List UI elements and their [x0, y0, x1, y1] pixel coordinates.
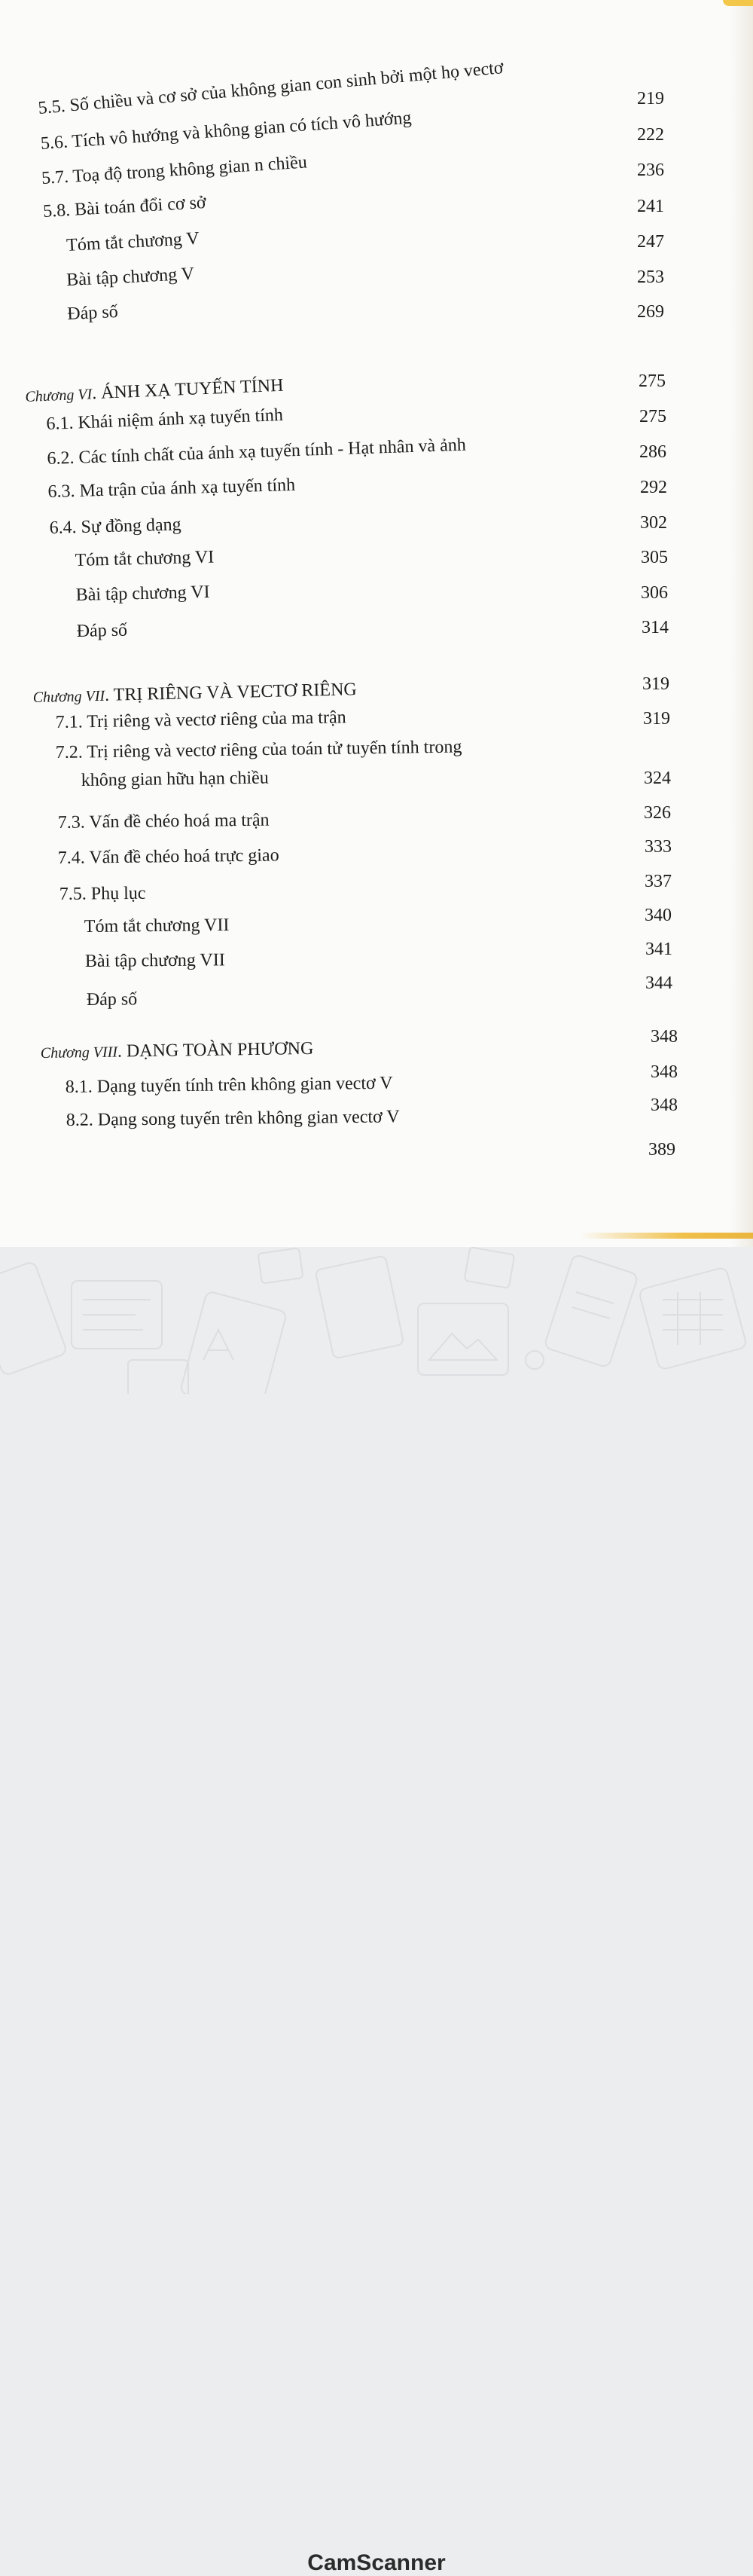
toc-entry	[46, 405, 283, 435]
decorative-pattern	[0, 1247, 753, 1394]
toc-entry	[66, 1074, 393, 1098]
toc-page-number: 286	[639, 442, 666, 462]
toc-entry	[49, 515, 181, 539]
toc-entry-label: 5.6. Tích vô hướng và không gian có tích vô hướng	[40, 108, 413, 154]
scanner-footer	[0, 1247, 753, 2575]
toc-page-number: 348	[651, 1027, 678, 1047]
toc-page-number: 222	[637, 125, 664, 145]
toc-entry	[47, 475, 295, 503]
toc-chapter-number: Chương VII	[32, 687, 105, 707]
toc-page-number: 326	[644, 803, 671, 823]
toc-entry-label: . TRỊ RIÊNG VÀ VECTƠ RIÊNG	[104, 680, 358, 705]
toc-page-number: 236	[637, 160, 664, 180]
toc-entry	[47, 435, 466, 469]
toc-entry-label: Đáp số	[66, 301, 119, 325]
toc-chapter-heading	[41, 1039, 314, 1063]
toc-entry-label: 7.5. Phụ lục	[59, 883, 146, 904]
toc-entry	[56, 707, 346, 733]
toc-entry	[58, 811, 270, 833]
toc-entry-label: 6.2. Các tính chất của ánh xạ tuyến tính - Hạt nhân và ảnh	[47, 435, 467, 469]
toc-page-number: 253	[637, 267, 664, 287]
toc-page-number: 344	[645, 973, 672, 993]
toc-page-number: 314	[642, 618, 669, 637]
toc-page-number: 275	[639, 371, 666, 391]
toc-page-number: 247	[637, 232, 664, 252]
toc-entry-label: 6.1. Khái niệm ánh xạ tuyến tính	[45, 405, 284, 435]
toc-entry	[66, 264, 195, 291]
toc-page-number: 241	[637, 197, 664, 216]
toc-entry-label: không gian hữu hạn chiều	[81, 768, 269, 791]
toc-chapter-number: Chương VIII	[40, 1044, 118, 1062]
toc-entry-label: 5.5. Số chiều và cơ sở của không gian con sinh bởi một họ vectơ	[37, 58, 505, 119]
toc-page-number: 269	[637, 302, 664, 322]
document-page	[0, 0, 753, 1247]
toc-entry-label: . ÁNH XẠ TUYẾN TÍNH	[91, 375, 284, 404]
toc-entry-label: 6.3. Ma trận của ánh xạ tuyến tính	[47, 475, 296, 503]
toc-entry	[40, 108, 412, 154]
toc-page-number: 319	[643, 709, 670, 729]
toc-entry-label: Tóm tắt chương VI	[75, 547, 215, 571]
toc-entry-label: Bài tập chương VII	[84, 950, 225, 971]
toc-entry-label: 7.2. Trị riêng và vectơ riêng của toán tử tuyến tính trong	[55, 737, 462, 763]
toc-entry-label: Tóm tắt chương V	[66, 228, 200, 256]
toc-entry	[59, 884, 146, 905]
toc-entry-label: Bài tập chương VI	[75, 582, 210, 606]
toc-entry-label: 5.7. Toạ độ trong không gian n chiều	[41, 152, 308, 189]
toc-page-number: 324	[644, 769, 671, 788]
toc-page-number: 302	[640, 513, 667, 533]
toc-page-number: 340	[645, 906, 672, 925]
book-cover-edge-bottom	[580, 1233, 753, 1239]
toc-entry-label: 7.3. Vấn đề chéo hoá ma trận	[57, 810, 270, 833]
toc-entry-label: 7.1. Trị riêng và vectơ riêng của ma trận	[55, 707, 346, 733]
toc-page-number: 319	[642, 674, 669, 694]
toc-entry	[56, 737, 462, 763]
toc-entry	[66, 229, 200, 256]
toc-chapter-heading	[25, 376, 284, 407]
toc-page-number: 348	[651, 1095, 678, 1115]
toc-entry-label: . DẠNG TOÀN PHƯƠNG	[117, 1038, 314, 1062]
toc-entry-label: Đáp số	[76, 620, 128, 642]
toc-entry-label: Bài tập chương V	[66, 264, 195, 291]
toc-entry	[42, 193, 206, 222]
toc-page-number: 306	[641, 583, 668, 603]
toc-entry	[87, 989, 138, 1010]
toc-entry	[84, 915, 230, 937]
toc-page-number: 219	[637, 89, 664, 108]
toc-entry-label: 6.4. Sự đồng dạng	[49, 515, 181, 539]
toc-entry	[75, 582, 209, 606]
page-edge-shadow	[730, 0, 753, 1247]
toc-entry	[85, 950, 225, 972]
toc-entry	[41, 152, 307, 189]
toc-entry	[38, 58, 505, 119]
camscanner-brand: CamScanner	[307, 2550, 446, 2575]
toc-entry	[66, 1107, 400, 1131]
toc-entry-label: Đáp số	[86, 989, 138, 1010]
toc-entry-label: 8.1. Dạng tuyến tính trên không gian vectơ V	[65, 1073, 393, 1098]
toc-entry	[76, 621, 127, 642]
toc-page-number: 337	[645, 872, 672, 891]
toc-chapter-heading	[32, 680, 357, 707]
toc-entry-label: 8.2. Dạng song tuyến trên không gian vectơ V	[66, 1107, 400, 1130]
toc-page-number: 341	[645, 940, 672, 959]
toc-page-number: 348	[651, 1062, 678, 1082]
book-cover-edge-top	[723, 0, 753, 6]
toc-entry	[58, 845, 279, 869]
toc-page-number: 305	[641, 548, 668, 567]
toc-entry-label: Tóm tắt chương VII	[84, 915, 230, 937]
toc-page-number: 292	[640, 478, 667, 497]
toc-chapter-number: Chương VI	[24, 386, 93, 406]
toc-page-number: 333	[645, 837, 672, 857]
toc-entry	[81, 769, 269, 791]
toc-page-number: 389	[648, 1140, 675, 1160]
toc-entry	[67, 302, 118, 325]
toc-entry	[75, 547, 214, 571]
toc-entry-label: 5.8. Bài toán đổi cơ sở	[42, 192, 207, 222]
toc-page-number: 275	[639, 407, 666, 426]
toc-entry-label: 7.4. Vấn đề chéo hoá trực giao	[57, 845, 279, 869]
